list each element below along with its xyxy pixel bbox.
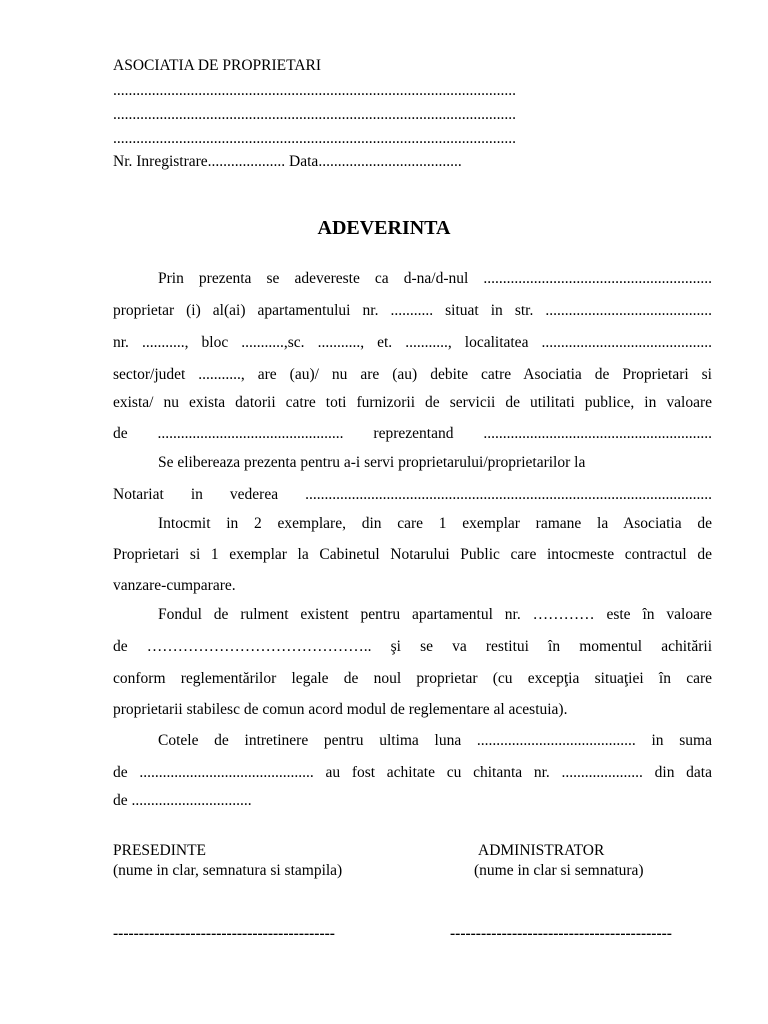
association-dots-line-1: ........................................................................................................ bbox=[113, 82, 516, 99]
association-dots-line-3: ........................................................................................................ bbox=[113, 130, 516, 147]
body-line-9: Intocmit in 2 exemplare, din care 1 exemplar ramane la Asociatia de bbox=[158, 515, 712, 532]
body-line-12: Fondul de rulment existent pentru apartamentul nr. ………… este în valoare bbox=[158, 606, 712, 623]
administrator-signature-line: ------------------------------------------- bbox=[450, 925, 672, 942]
body-line-16: Cotele de intretinere pentru ultima luna ......................................... in suma bbox=[158, 732, 712, 749]
administrator-title: ADMINISTRATOR bbox=[478, 842, 605, 859]
president-signature-line: ------------------------------------------- bbox=[113, 925, 335, 942]
administrator-note: (nume in clar si semnatura) bbox=[474, 862, 644, 879]
body-line-17: de ............................................. au fost achitate cu chitanta nr. ..................... din data bbox=[113, 764, 712, 781]
body-line-8: Notariat in vederea ......................................................................................................... bbox=[113, 486, 712, 503]
body-line-15: proprietarii stabilesc de comun acord modul de reglementare al acestuia). bbox=[113, 701, 568, 718]
body-line-11: vanzare-cumparare. bbox=[113, 577, 236, 594]
body-line-13: de …………………………………….. şi se va restitui în momentul achitării bbox=[113, 638, 712, 655]
body-line-2: proprietar (i) al(ai) apartamentului nr. ........... situat in str. ........................................... bbox=[113, 302, 712, 319]
body-line-6: de ................................................ reprezentand ........................................................... bbox=[113, 425, 712, 442]
body-line-1: Prin prezenta se adevereste ca d-na/d-nul ........................................................... bbox=[158, 270, 712, 287]
document-title: ADEVERINTA bbox=[317, 217, 451, 239]
body-line-3: nr. ..........., bloc ...........,sc. ..........., et. ..........., localitatea ............................................ bbox=[113, 334, 712, 351]
president-title: PRESEDINTE bbox=[113, 842, 206, 859]
body-line-5: exista/ nu exista datorii catre toti furnizorii de servicii de utilitati publice, in valoare bbox=[113, 394, 712, 411]
body-line-14: conform reglementărilor legale de noul proprietar (cu excepţia situaţiei în care bbox=[113, 670, 712, 687]
association-heading: ASOCIATIA DE PROPRIETARI bbox=[113, 57, 322, 74]
body-line-10: Proprietari si 1 exemplar la Cabinetul Notarului Public care intocmeste contractul de bbox=[113, 546, 712, 563]
body-line-18: de ............................... bbox=[113, 792, 252, 809]
registration-date-line: Nr. Inregistrare.................... Data..................................... bbox=[113, 153, 462, 170]
association-dots-line-2: ........................................................................................................ bbox=[113, 106, 516, 123]
body-line-7: Se elibereaza prezenta pentru a-i servi proprietarului/proprietarilor la bbox=[158, 454, 586, 471]
body-line-4: sector/judet ..........., are (au)/ nu are (au) debite catre Asociatia de Proprietari si bbox=[113, 366, 712, 383]
president-note: (nume in clar, semnatura si stampila) bbox=[113, 862, 343, 879]
